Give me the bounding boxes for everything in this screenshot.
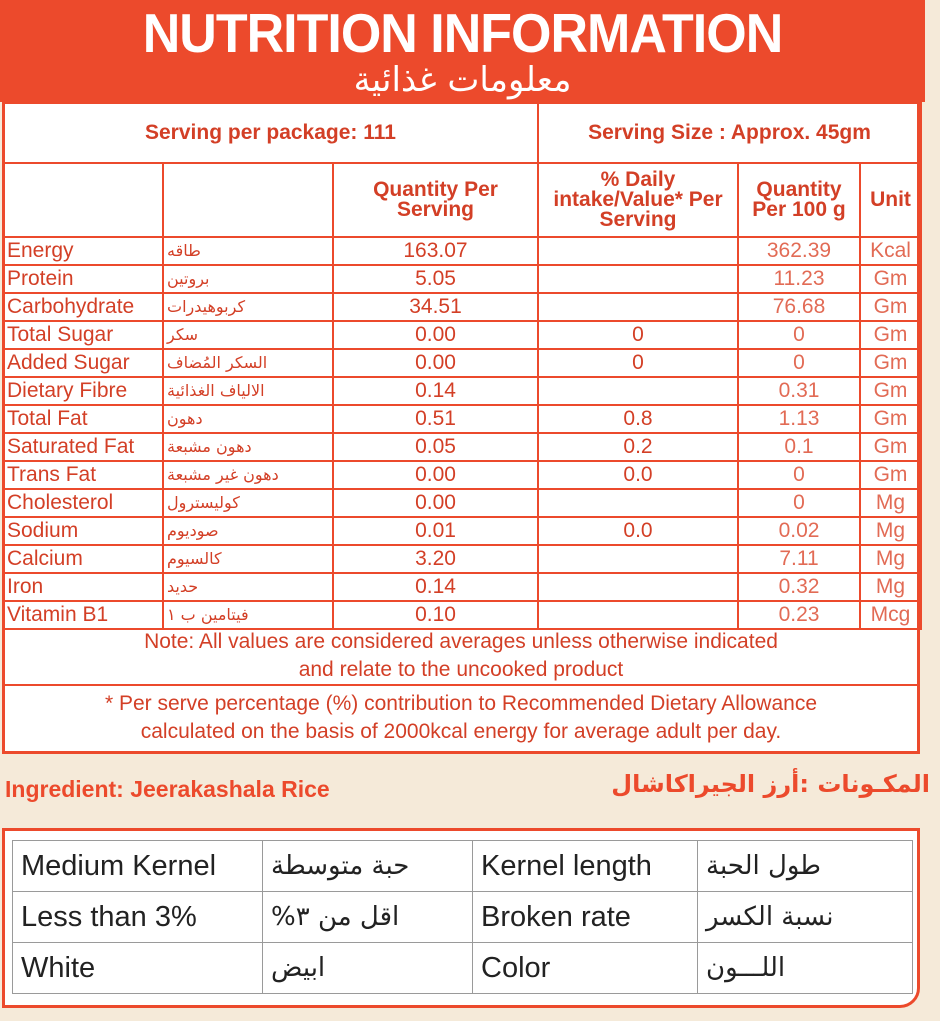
nutrient-qty-per-100g: 1.13 <box>738 405 860 433</box>
nutrient-qty-per-100g: 0.31 <box>738 377 860 405</box>
nutrient-qty-per-serving: 0.14 <box>333 573 538 601</box>
nutrient-daily-value <box>538 265 738 293</box>
kernel-value-arabic: ابيض <box>263 943 473 994</box>
nutrient-name: Total Sugar <box>3 321 163 349</box>
footnote-text <box>5 690 917 746</box>
nutrient-name: Cholesterol <box>3 489 163 517</box>
nutrient-row <box>3 433 921 461</box>
nutrient-unit: Gm <box>860 265 921 293</box>
ingredient-line <box>5 770 930 810</box>
nutrient-name-arabic: دهون غير مشبعة <box>163 461 333 489</box>
nutrient-row <box>3 573 921 601</box>
nutrient-daily-value <box>538 377 738 405</box>
header-blank-arabic <box>163 163 333 237</box>
serving-size: Serving Size : Approx. 45gm <box>538 103 921 163</box>
kernel-label: Kernel length <box>473 841 698 892</box>
nutrient-qty-per-serving: 0.00 <box>333 461 538 489</box>
nutrient-qty-per-100g: 76.68 <box>738 293 860 321</box>
kernel-value: White <box>13 943 263 994</box>
nutrient-daily-value <box>538 573 738 601</box>
nutrient-qty-per-100g: 0.32 <box>738 573 860 601</box>
nutrient-row <box>3 237 921 265</box>
kernel-label-arabic: اللـــون <box>698 943 913 994</box>
nutrient-qty-per-100g: 7.11 <box>738 545 860 573</box>
nutrient-qty-per-serving: 0.01 <box>333 517 538 545</box>
nutrient-qty-per-100g: 0.02 <box>738 517 860 545</box>
nutrient-qty-per-serving: 163.07 <box>333 237 538 265</box>
notes-divider <box>5 684 917 686</box>
nutrient-name-arabic: فيتامين ب ١ <box>163 601 333 629</box>
nutrient-name-arabic: دهون مشبعة <box>163 433 333 461</box>
nutrient-name: Sodium <box>3 517 163 545</box>
kernel-value: Less than 3% <box>13 892 263 943</box>
nutrient-name: Protein <box>3 265 163 293</box>
header-blank-name <box>3 163 163 237</box>
nutrient-unit: Kcal <box>860 237 921 265</box>
nutrient-name: Calcium <box>3 545 163 573</box>
nutrient-name-arabic: بروتين <box>163 265 333 293</box>
nutrient-unit: Gm <box>860 433 921 461</box>
nutrient-qty-per-serving: 0.14 <box>333 377 538 405</box>
nutrient-qty-per-serving: 0.00 <box>333 321 538 349</box>
kernel-label: Color <box>473 943 698 994</box>
nutrient-daily-value <box>538 489 738 517</box>
nutrient-daily-value: 0.0 <box>538 517 738 545</box>
nutrient-qty-per-100g: 0 <box>738 349 860 377</box>
nutrient-unit: Gm <box>860 461 921 489</box>
nutrient-name-arabic: طاقه <box>163 237 333 265</box>
nutrient-daily-value <box>538 237 738 265</box>
column-header-row <box>3 163 921 237</box>
footnote-line-2: calculated on the basis of 2000kcal energy for average adult per day. <box>140 720 782 743</box>
nutrient-row <box>3 265 921 293</box>
nutrient-name-arabic: سكر <box>163 321 333 349</box>
nutrient-row <box>3 545 921 573</box>
nutrient-unit: Mcg <box>860 601 921 629</box>
header-unit: Unit <box>860 163 921 237</box>
kernel-table <box>12 840 913 994</box>
kernel-value-arabic: حبة متوسطة <box>263 841 473 892</box>
nutrient-name: Energy <box>3 237 163 265</box>
nutrient-name: Dietary Fibre <box>3 377 163 405</box>
nutrient-qty-per-100g: 0.1 <box>738 433 860 461</box>
nutrient-row <box>3 461 921 489</box>
kernel-row <box>13 841 913 892</box>
nutrient-qty-per-serving: 0.05 <box>333 433 538 461</box>
ingredient-english: Ingredient: Jeerakashala Rice <box>5 776 330 802</box>
nutrient-name: Saturated Fat <box>3 433 163 461</box>
nutrient-name-arabic: الالياف الغذائية <box>163 377 333 405</box>
page-title-arabic: معلومات غذائية <box>353 60 572 100</box>
nutrient-unit: Gm <box>860 377 921 405</box>
nutrient-unit: Gm <box>860 405 921 433</box>
nutrient-row <box>3 293 921 321</box>
nutrient-name-arabic: صوديوم <box>163 517 333 545</box>
kernel-rows <box>13 841 913 994</box>
nutrient-row <box>3 321 921 349</box>
nutrient-row <box>3 349 921 377</box>
nutrient-daily-value: 0.2 <box>538 433 738 461</box>
nutrient-name: Iron <box>3 573 163 601</box>
nutrient-qty-per-serving: 5.05 <box>333 265 538 293</box>
nutrient-daily-value <box>538 545 738 573</box>
note-line-1: Note: All values are considered averages unless otherwise indicated <box>144 630 778 653</box>
kernel-value-arabic: اقل من ٣% <box>263 892 473 943</box>
nutrient-qty-per-100g: 0.23 <box>738 601 860 629</box>
nutrient-qty-per-serving: 0.00 <box>333 489 538 517</box>
nutrient-qty-per-100g: 0 <box>738 461 860 489</box>
nutrient-row <box>3 405 921 433</box>
nutrient-name: Total Fat <box>3 405 163 433</box>
nutrient-daily-value: 0 <box>538 321 738 349</box>
nutrient-unit: Mg <box>860 545 921 573</box>
nutrient-name: Added Sugar <box>3 349 163 377</box>
nutrient-qty-per-100g: 362.39 <box>738 237 860 265</box>
nutrient-daily-value: 0.8 <box>538 405 738 433</box>
kernel-label-arabic: طول الحبة <box>698 841 913 892</box>
nutrient-qty-per-100g: 0 <box>738 489 860 517</box>
nutrient-name: Trans Fat <box>3 461 163 489</box>
nutrient-unit: Mg <box>860 573 921 601</box>
nutrition-table <box>2 102 922 630</box>
nutrient-qty-per-100g: 11.23 <box>738 265 860 293</box>
header-banner <box>0 0 925 102</box>
nutrient-qty-per-serving: 34.51 <box>333 293 538 321</box>
nutrient-daily-value: 0 <box>538 349 738 377</box>
nutrient-row <box>3 489 921 517</box>
nutrient-unit: Gm <box>860 293 921 321</box>
nutrient-daily-value <box>538 293 738 321</box>
kernel-row <box>13 943 913 994</box>
nutrient-qty-per-100g: 0 <box>738 321 860 349</box>
nutrient-unit: Mg <box>860 517 921 545</box>
nutrient-daily-value: 0.0 <box>538 461 738 489</box>
nutrient-qty-per-serving: 0.00 <box>333 349 538 377</box>
kernel-label-arabic: نسبة الكسر <box>698 892 913 943</box>
note-text <box>5 628 917 684</box>
nutrient-name: Carbohydrate <box>3 293 163 321</box>
header-qty-per-serving: Quantity Per Serving <box>333 163 538 237</box>
nutrient-row <box>3 377 921 405</box>
nutrient-name: Vitamin B1 <box>3 601 163 629</box>
header-qty-per-100g: Quantity Per 100 g <box>738 163 860 237</box>
kernel-row <box>13 892 913 943</box>
nutrient-row <box>3 517 921 545</box>
nutrient-qty-per-serving: 3.20 <box>333 545 538 573</box>
nutrient-name-arabic: حديد <box>163 573 333 601</box>
page-title: NUTRITION INFORMATION <box>142 3 783 65</box>
nutrient-qty-per-serving: 0.51 <box>333 405 538 433</box>
nutrient-qty-per-serving: 0.10 <box>333 601 538 629</box>
nutrient-name-arabic: كالسيوم <box>163 545 333 573</box>
footnote-line-1: * Per serve percentage (%) contribution to Recommended Dietary Allowance <box>104 692 818 715</box>
nutrient-unit: Gm <box>860 349 921 377</box>
nutrient-unit: Mg <box>860 489 921 517</box>
serving-per-package: Serving per package: 111 <box>3 103 538 163</box>
nutrient-row <box>3 601 921 629</box>
ingredient-arabic: المكـونات :أرز الجيراكاشال <box>611 770 930 798</box>
kernel-label: Broken rate <box>473 892 698 943</box>
nutrient-unit: Gm <box>860 321 921 349</box>
nutrient-name-arabic: السكر المُضاف <box>163 349 333 377</box>
nutrient-daily-value <box>538 601 738 629</box>
nutrient-rows <box>3 237 921 629</box>
nutrient-name-arabic: كوليسترول <box>163 489 333 517</box>
note-line-2: and relate to the uncooked product <box>298 658 624 681</box>
header-daily-intake: % Daily intake/Value* Per Serving <box>538 163 738 237</box>
nutrient-name-arabic: دهون <box>163 405 333 433</box>
serving-row <box>3 103 921 163</box>
nutrient-name-arabic: كربوهيدرات <box>163 293 333 321</box>
kernel-value: Medium Kernel <box>13 841 263 892</box>
